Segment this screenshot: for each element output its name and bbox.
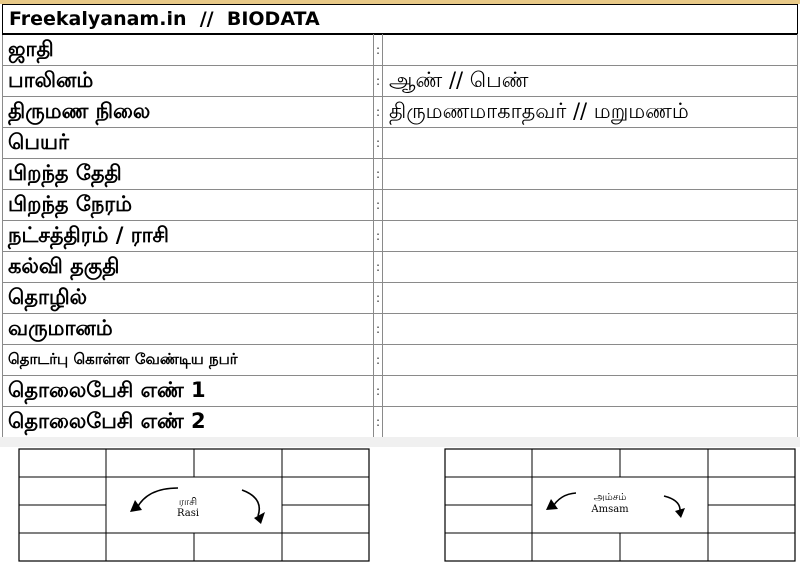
field-value-occupation[interactable] [383,283,798,314]
table-row [3,35,798,66]
field-label-education: கல்வி தகுதி [3,252,374,283]
table-row [3,252,798,283]
field-value-contact-person[interactable] [383,345,798,376]
colon-separator: : [374,252,383,283]
field-value-star-rasi[interactable] [383,221,798,252]
table-row [3,283,798,314]
section-divider-band [0,437,800,447]
colon-separator: : [374,190,383,221]
amsam-chart-grid [444,448,796,562]
colon-separator: : [374,407,383,438]
rasi-chart-grid [18,448,370,562]
table-row [3,190,798,221]
page-header [2,4,798,34]
field-label-marital-status: திருமண நிலை [3,97,374,128]
colon-separator: : [374,314,383,345]
field-label-name: பெயர் [3,128,374,159]
page-title: BIODATA [226,8,320,30]
table-row [3,128,798,159]
field-label-birth-time: பிறந்த நேரம் [3,190,374,221]
amsam-chart [444,448,796,562]
rasi-tamil-label: ராசி [178,497,198,508]
field-label-contact-person: தொடர்பு கொள்ள வேண்டிய நபர் [3,345,374,376]
amsam-tamil-label: அம்சம் [593,492,627,503]
colon-separator: : [374,97,383,128]
colon-separator: : [374,376,383,407]
colon-separator: : [374,159,383,190]
rasi-english-label: Rasi [176,508,200,519]
colon-separator: : [374,221,383,252]
colon-separator: : [374,66,383,97]
field-value-income[interactable] [383,314,798,345]
field-value-phone-1[interactable] [383,376,798,407]
field-value-birth-time[interactable] [383,190,798,221]
table-row [3,221,798,252]
field-value-marital-status[interactable]: திருமணமாகாதவர் // மறுமணம் [383,97,798,128]
table-row [3,159,798,190]
field-label-birth-date: பிறந்த தேதி [3,159,374,190]
field-value-caste[interactable] [383,35,798,66]
rasi-chart [18,448,370,562]
table-row [3,97,798,128]
table-row [3,66,798,97]
header-separator: // [186,8,227,30]
field-value-birth-date[interactable] [383,159,798,190]
table-row [3,345,798,376]
field-value-phone-2[interactable] [383,407,798,438]
site-name: Freekalyanam.in [9,8,187,30]
colon-separator: : [374,345,383,376]
field-label-gender: பாலினம் [3,66,374,97]
field-label-star-rasi: நட்சத்திரம் / ராசி [3,221,374,252]
amsam-english-label: Amsam [591,504,629,515]
field-label-caste: ஜாதி [3,35,374,66]
field-label-phone-1: தொலைபேசி எண் 1 [3,376,374,407]
field-label-occupation: தொழில் [3,283,374,314]
colon-separator: : [374,128,383,159]
table-row [3,376,798,407]
colon-separator: : [374,35,383,66]
table-row [3,314,798,345]
field-value-gender[interactable]: ஆண் // பெண் [383,66,798,97]
field-value-name[interactable] [383,128,798,159]
field-value-education[interactable] [383,252,798,283]
biodata-form-table [2,34,798,438]
field-label-income: வருமானம் [3,314,374,345]
colon-separator: : [374,283,383,314]
field-label-phone-2: தொலைபேசி எண் 2 [3,407,374,438]
table-row [3,407,798,438]
